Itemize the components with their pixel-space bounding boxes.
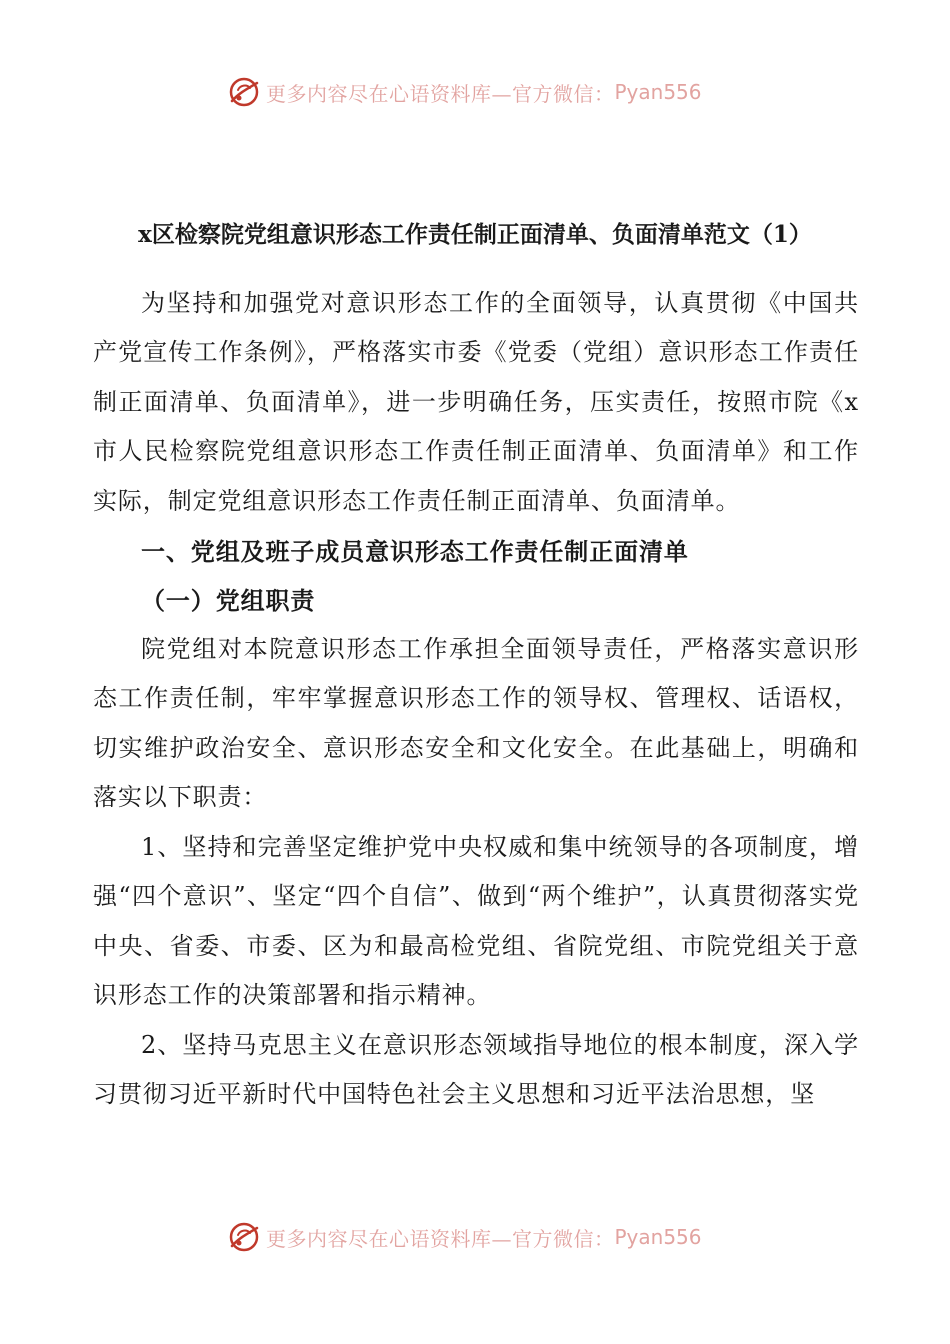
watermark-bottom: [226, 1217, 702, 1257]
list-item-1: 1、坚持和完善坚定维护党中央权威和集中统领导的各项制度，增强“四个意识”、坚定“四个自信”、做到“两个维护”，认真贯彻落实党中央、省委、市委、区为和最高检党组、省院党组、市院党组关于意识形态工作的决策部署和指示精神。: [93, 833, 859, 1010]
duty-paragraph: 院党组对本院意识形态工作承担全面领导责任，严格落实意识形态工作责任制，牢牢掌握意识形态工作的领导权、管理权、话语权，切实维护政治安全、意识形态安全和文化安全。在此基础上，明确和落实以下职责：: [93, 635, 859, 812]
brand-logo-icon: [226, 74, 262, 110]
document-title: x区检察院党组意识形态工作责任制正面清单、负面清单范文（1）: [138, 221, 812, 248]
section-heading: 一、党组及班子成员意识形态工作责任制正面清单: [141, 537, 689, 566]
brand-logo-icon: [226, 1219, 262, 1255]
intro-paragraph: 为坚持和加强党对意识形态工作的全面领导，认真贯彻《中国共产党宣传工作条例》，严格落实市委《党委（党组）意识形态工作责任制正面清单、负面清单》，进一步明确任务，压实责任，按照市院《x市人民检察院党组意识形态工作责任制正面清单、负面清单》和工作实际，制定党组意识形态工作责任制正面清单、负面清单。: [93, 289, 859, 515]
watermark-wechat-id: Pyan556: [614, 1225, 702, 1249]
watermark-text: 更多内容尽在心语资料库—官方微信：: [266, 1226, 615, 1251]
watermark-top: [226, 72, 702, 112]
subsection-heading: （一）党组职责: [141, 586, 316, 615]
list-item-2: 2、坚持马克思主义在意识形态领域指导地位的根本制度，深入学习贯彻习近平新时代中国特色社会主义思想和习近平法治思想，坚: [93, 1031, 859, 1109]
watermark-wechat-id: Pyan556: [614, 80, 702, 104]
watermark-text: 更多内容尽在心语资料库—官方微信：: [266, 81, 615, 106]
